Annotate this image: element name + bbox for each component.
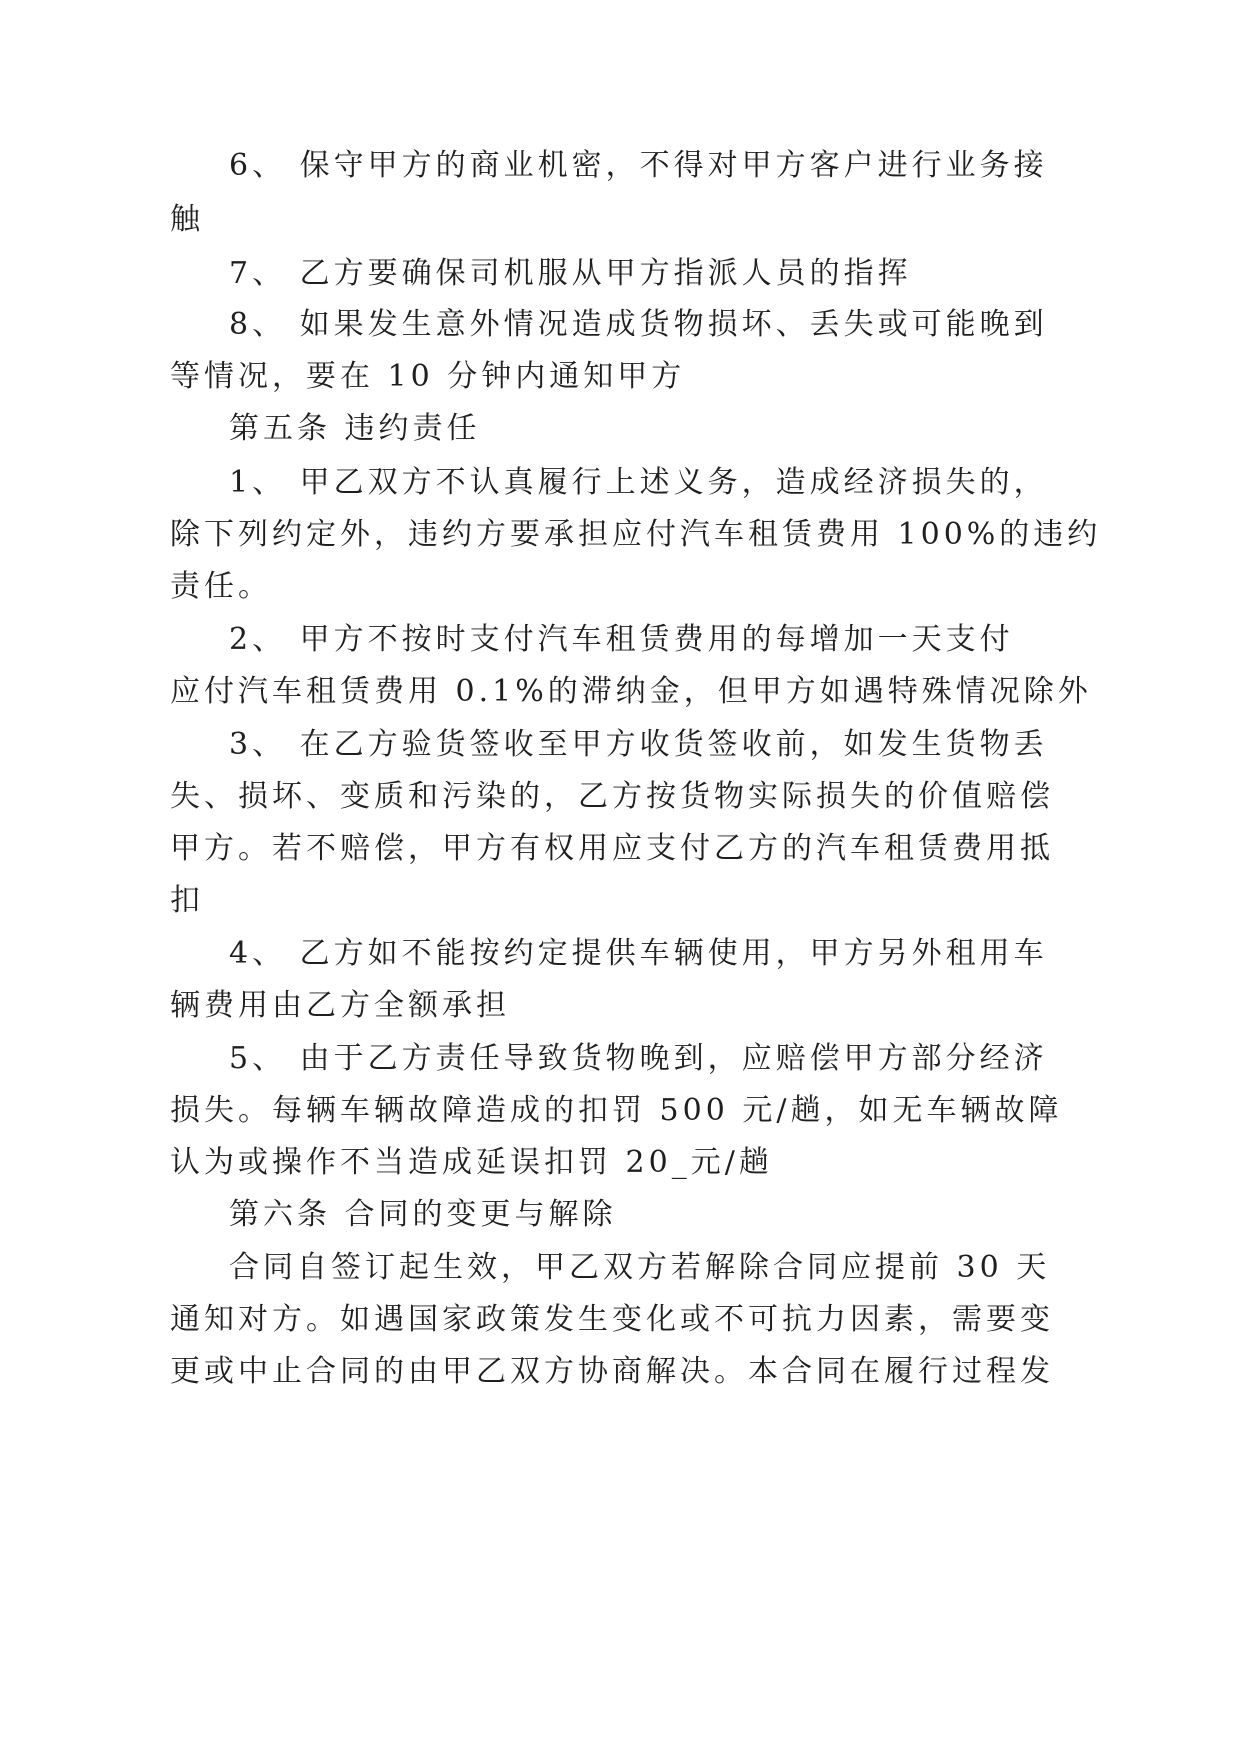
text-line: 更或中止合同的由甲乙双方协商解决。本合同在履行过程发 (170, 1354, 1054, 1389)
text-line: 触 (170, 202, 204, 237)
text-line: 1、 甲乙双方不认真履行上述义务，造成经济损失的， (229, 465, 1048, 500)
section-heading: 第六条 合同的变更与解除 (229, 1197, 617, 1232)
text-line: 失、损坏、变质和污染的，乙方按货物实际损失的价值赔偿 (170, 779, 1054, 814)
text-line: 责任。 (170, 569, 272, 604)
text-line: 扣 (170, 883, 204, 918)
text-line: 3、 在乙方验货签收至甲方收货签收前，如发生货物丢 (229, 727, 1048, 762)
text-line: 甲方。若不赔偿，甲方有权用应支付乙方的汽车租赁费用抵 (170, 831, 1054, 866)
text-line: 除下列约定外，违约方要承担应付汽车租赁费用 100%的违约 (170, 517, 1102, 552)
text-line: 辆费用由乙方全额承担 (170, 988, 510, 1023)
section-heading: 第五条 违约责任 (229, 411, 481, 446)
text-line: 认为或操作不当造成延误扣罚 20_元/趟 (170, 1145, 773, 1180)
text-line: 4、 乙方如不能按约定提供车辆使用，甲方另外租用车 (229, 936, 1048, 971)
text-line: 5、 由于乙方责任导致货物晚到，应赔偿甲方部分经济 (229, 1041, 1048, 1076)
text-line: 应付汽车租赁费用 0.1%的滞纳金，但甲方如遇特殊情况除外 (170, 674, 1092, 709)
text-line: 7、 乙方要确保司机服从甲方指派人员的指挥 (229, 256, 912, 291)
text-line: 合同自签订起生效，甲乙双方若解除合同应提前 30 天 (229, 1250, 1051, 1285)
text-line: 8、 如果发生意外情况造成货物损坏、丢失或可能晚到 (229, 307, 1048, 342)
text-line: 通知对方。如遇国家政策发生变化或不可抗力因素，需要变 (170, 1302, 1054, 1337)
text-line: 6、 保守甲方的商业机密，不得对甲方客户进行业务接 (229, 148, 1048, 183)
text-line: 2、 甲方不按时支付汽车租赁费用的每增加一天支付 (229, 622, 1014, 657)
text-line: 等情况，要在 10 分钟内通知甲方 (170, 359, 686, 394)
text-line: 损失。每辆车辆故障造成的扣罚 500 元/趟，如无车辆故障 (170, 1093, 1063, 1128)
